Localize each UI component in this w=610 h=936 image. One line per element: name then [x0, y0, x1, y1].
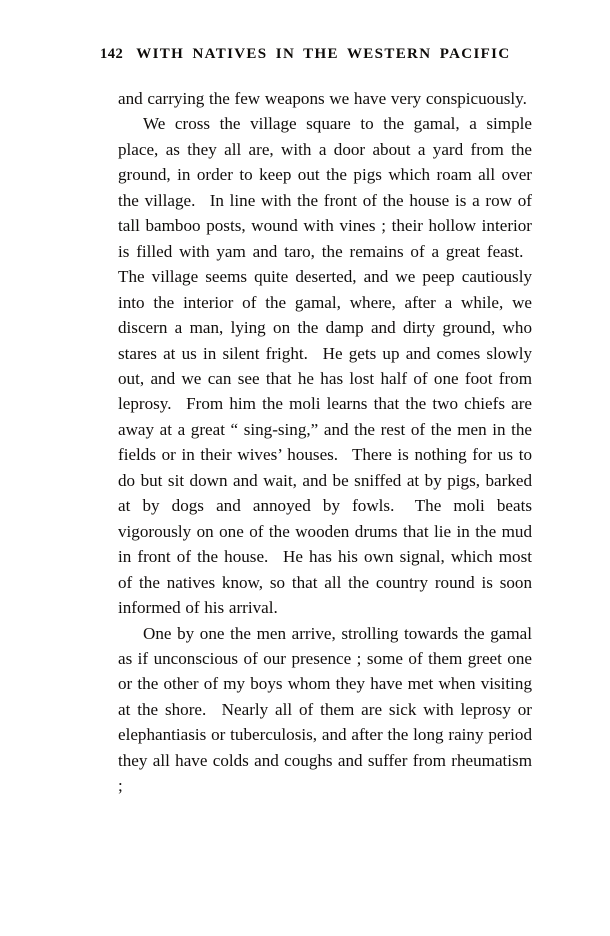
paragraph-3: One by one the men arrive, strolling towards the gamal as if unconscious of our presence ; some of them greet one or the other of my boys whom they have met when visiting at the shore. Nearly all of them are sick with leprosy or elephantiasis or tuberculosis, and after the long rainy period they all have colds and coughs and suffer from rheumatism ;	[118, 623, 532, 796]
paragraph-2: We cross the village square to the gamal, a simple place, as they all are, with a door about a yard from the ground, in order to keep out the pigs which roam all over the village. In line with the front of the house is a row of tall bamboo posts, wound with vines ; their hollow interior is filled with yam and taro, the remains of a great feast. The village seems quite deserted, and we peep cautiously into the interior of the gamal, where, after a while, we discern a man, lying on the damp and dirty ground, who stares at us in silent fright. He gets up and comes slowly out, and we can see that he has lost half of one foot from leprosy. From him the moli learns that the two chiefs are away at a great “ sing-sing,” and the rest of the men in the fields or in their wives’ houses. There is nothing for us to do but sit down and wait, and be sniffed at by pigs, barked at by dogs and annoyed by fowls. The moli beats vigorously on one of the wooden drums that lie in the mud in front of the house. He has his own signal, which most of the natives know, so that all the country round is soon informed of his arrival.	[118, 114, 532, 618]
page-number: 142	[100, 46, 124, 62]
running-head	[100, 46, 532, 63]
running-head-title: WITH NATIVES IN THE WESTERN PACIFIC	[136, 46, 511, 62]
body-text-block	[118, 86, 532, 799]
paragraph-1: and carrying the few weapons we have very conspicuously.	[118, 89, 527, 108]
